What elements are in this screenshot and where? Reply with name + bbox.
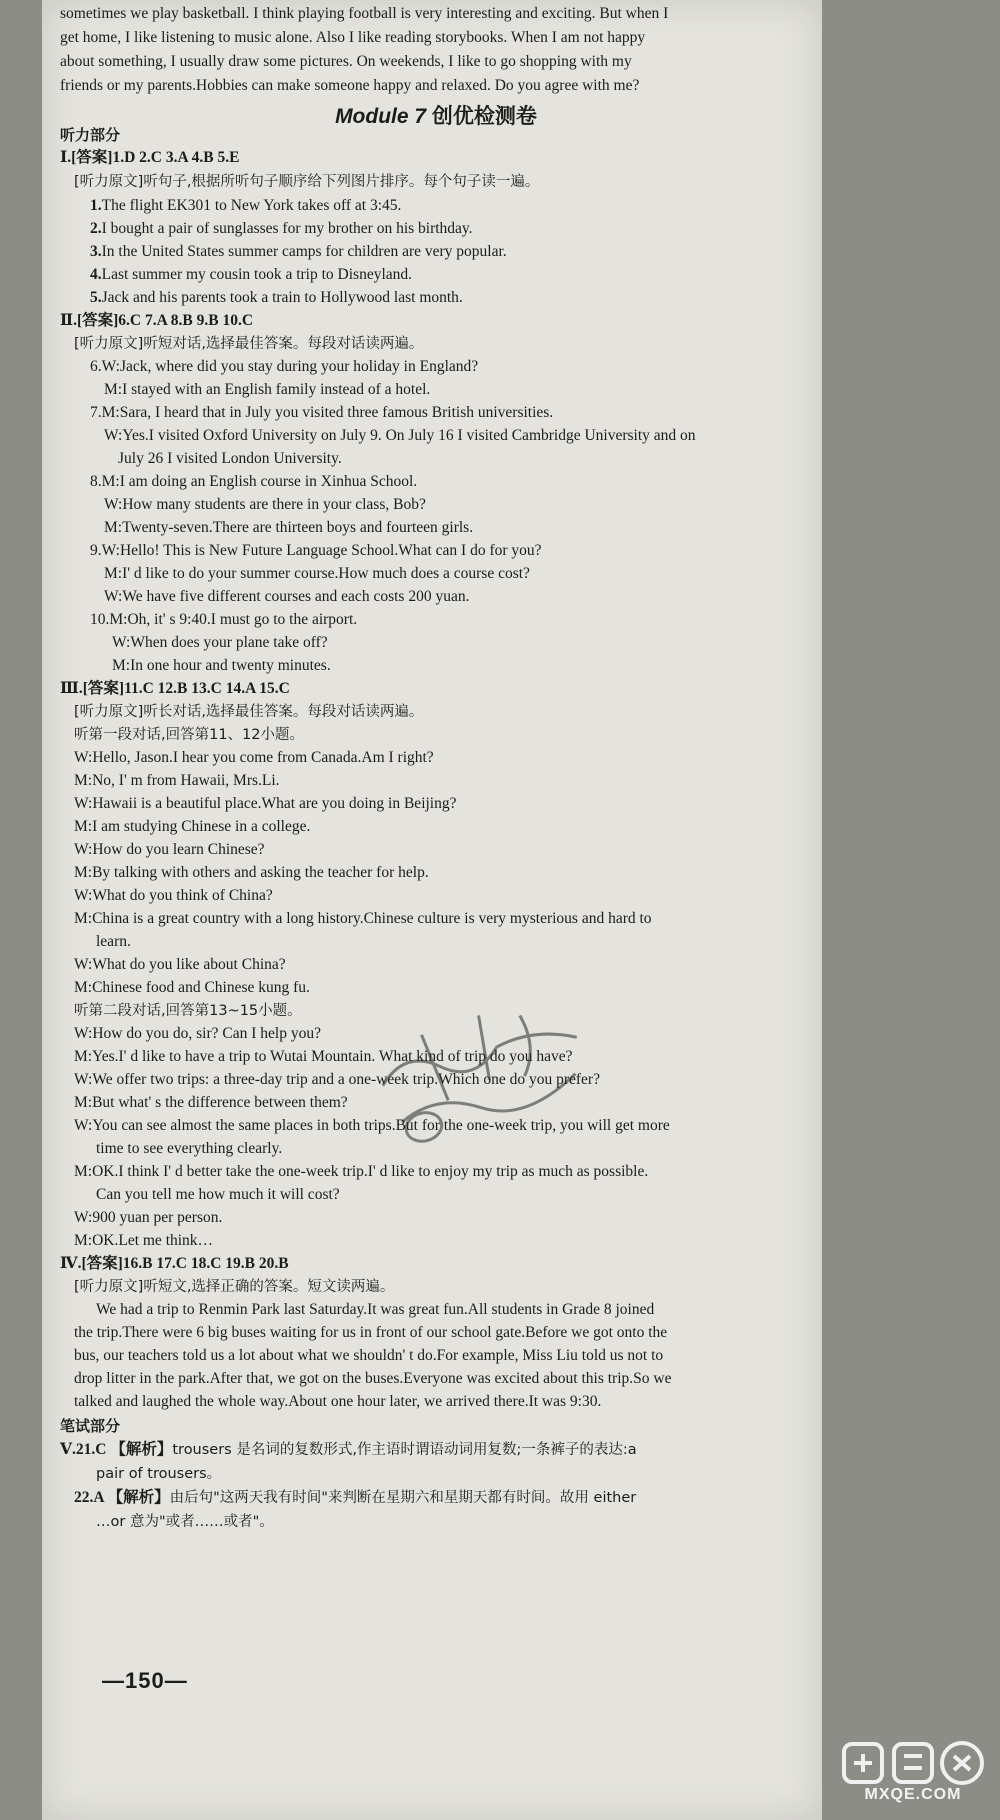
sec1-item: 3.In the United States summer camps for children are very popular. (90, 243, 507, 260)
sec1-item: 4.Last summer my cousin took a trip to Disneyland. (90, 266, 413, 283)
dialog-line: M:No, I' m from Hawaii, Mrs.Li. (74, 772, 280, 789)
sec1-item: 2.I bought a pair of sunglasses for my brother on his birthday. (90, 220, 473, 237)
sec1-item: 5.Jack and his parents took a train to Hollywood last month. (90, 289, 463, 306)
sec1-intro: [听力原文]听句子,根据所听句子顺序给下列图片排序。每个句子读一遍。 (74, 174, 540, 190)
dialog-line: 9.W:Hello! This is New Future Language School.What can I do for you? (90, 542, 542, 559)
dialog-line: M:But what' s the difference between them? (74, 1094, 348, 1111)
dialog-line: W:Yes.I visited Oxford University on July 9. On July 16 I visited Cambridge University and on (104, 427, 696, 444)
dialog-line: W:We offer two trips: a three-day trip and a one-week trip.Which one do you prefer? (74, 1071, 600, 1088)
page-number: —150— (102, 1668, 188, 1693)
sec1-item: 1.The flight EK301 to New York takes off at 3:45. (90, 197, 402, 214)
dialog-line: W:How do you learn Chinese? (74, 841, 265, 858)
sec3-part1: 听第一段对话,回答第11、12小题。 (74, 727, 305, 743)
dialog-line: W:How many students are there in your class, Bob? (104, 496, 426, 513)
dialog-line: learn. (96, 933, 131, 950)
q21-line: pair of trousers。 (96, 1466, 222, 1482)
passage-line: drop litter in the park.After that, we got on the buses.Everyone was excited about this trip.So we (74, 1370, 672, 1387)
dialog-line: Can you tell me how much it will cost? (96, 1186, 340, 1203)
dialog-line: M:In one hour and twenty minutes. (112, 657, 331, 674)
passage-line: bus, our teachers told us a lot about what we shouldn' t do.For example, Miss Liu told us not to (74, 1347, 664, 1364)
sec4-intro: [听力原文]听短文,选择正确的答案。短文读两遍。 (74, 1279, 395, 1295)
intro-line: about something, I usually draw some pictures. On weekends, I like to go shopping with my (60, 53, 632, 70)
dialog-line: M:Chinese food and Chinese kung fu. (74, 979, 310, 996)
passage-line: the trip.There were 6 big buses waiting for us in front of our school gate.Before we got onto the (74, 1324, 668, 1341)
dialog-line: W:When does your plane take off? (112, 634, 328, 651)
intro-line: get home, I like listening to music alone. Also I like reading storybooks. When I am not happy (60, 29, 646, 46)
sec3-answer: Ⅲ.[答案]11.C 12.B 13.C 14.A 15.C (60, 680, 290, 697)
title-module: Module 7 (335, 105, 427, 128)
dialog-line: M:OK.I think I' d better take the one-week trip.I' d like to enjoy my trip as much as possible. (74, 1163, 649, 1180)
dialog-line: July 26 I visited London University. (118, 450, 342, 467)
dialog-line: M:OK.Let me think… (74, 1232, 214, 1249)
passage-line: talked and laughed the whole way.About one hour later, we arrived there.It was 9:30. (74, 1393, 602, 1410)
dialog-line: W:What do you think of China? (74, 887, 273, 904)
sec3-part2: 听第二段对话,回答第13~15小题。 (74, 1003, 302, 1019)
sec3-intro: [听力原文]听长对话,选择最佳答案。每段对话读两遍。 (74, 704, 424, 720)
dialog-line: 6.W:Jack, where did you stay during your holiday in England? (90, 358, 479, 375)
dialog-line: W:What do you like about China? (74, 956, 286, 973)
q22-line: …or 意为"或者……或者"。 (96, 1514, 274, 1530)
dialog-line: M:By talking with others and asking the teacher for help. (74, 864, 429, 881)
dialog-line: W:900 yuan per person. (74, 1209, 223, 1226)
handwritten-watermark (358, 974, 615, 1165)
dialog-line: W:Hello, Jason.I hear you come from Canada.Am I right? (74, 749, 434, 766)
title-cn: 创优检测卷 (431, 105, 537, 128)
dialog-line: 8.M:I am doing an English course in Xinhua School. (90, 473, 418, 490)
logo-text: MXQE.COM (864, 1786, 962, 1803)
intro-line: sometimes we play basketball. I think playing football is very interesting and exciting. But when I (60, 5, 669, 22)
answer-page (42, 0, 822, 1820)
dialog-line: M:China is a great country with a long history.Chinese culture is very mysterious and hard to (74, 910, 652, 927)
dialog-line: 7.M:Sara, I heard that in July you visited three famous British universities. (90, 404, 554, 421)
sec4-answer: Ⅳ.[答案]16.B 17.C 18.C 19.B 20.B (60, 1255, 289, 1272)
q21-line: Ⅴ.21.C 【解析】trousers 是名词的复数形式,作主语时谓语动词用复数;一条裤子的表达:a (60, 1441, 637, 1458)
site-logo (838, 1738, 988, 1808)
intro-line: friends or my parents.Hobbies can make someone happy and relaxed. Do you agree with me? (60, 77, 640, 94)
dialog-line: M:Yes.I' d like to have a trip to Wutai Mountain. What kind of trip do you have? (74, 1048, 573, 1065)
sec1-answer: Ⅰ.[答案]1.D 2.C 3.A 4.B 5.E (60, 149, 240, 166)
dialog-line: time to see everything clearly. (96, 1140, 283, 1157)
dialog-line: W:How do you do, sir? Can I help you? (74, 1025, 321, 1042)
bleed-through-text (582, 120, 852, 1120)
q22-line: 22.A 【解析】由后句"这两天我有时间"来判断在星期六和星期天都有时间。故用 either (74, 1489, 637, 1506)
dialog-line: W:You can see almost the same places in both trips.But for the one-week trip, you will get more (74, 1117, 670, 1134)
dialog-line: 10.M:Oh, it' s 9:40.I must go to the airport. (90, 611, 358, 628)
sec2-intro: [听力原文]听短对话,选择最佳答案。每段对话读两遍。 (74, 336, 424, 352)
passage-line: We had a trip to Renmin Park last Saturday.It was great fun.All students in Grade 8 joined (96, 1301, 655, 1318)
dialog-line: W:Hawaii is a beautiful place.What are you doing in Beijing? (74, 795, 457, 812)
dialog-line: M:I' d like to do your summer course.How much does a course cost? (104, 565, 530, 582)
dialog-line: M:Twenty-seven.There are thirteen boys and fourteen girls. (104, 519, 474, 536)
dialog-line: M:I am studying Chinese in a college. (74, 818, 311, 835)
dialog-line: W:We have five different courses and each costs 200 yuan. (104, 588, 470, 605)
logo-icon (838, 1738, 988, 1788)
page-title (60, 100, 812, 130)
dialog-line: M:I stayed with an English family instead of a hotel. (104, 381, 431, 398)
sec2-answer: Ⅱ.[答案]6.C 7.A 8.B 9.B 10.C (60, 312, 254, 329)
writing-header: 笔试部分 (60, 1417, 121, 1435)
listening-header: 听力部分 (60, 126, 121, 144)
